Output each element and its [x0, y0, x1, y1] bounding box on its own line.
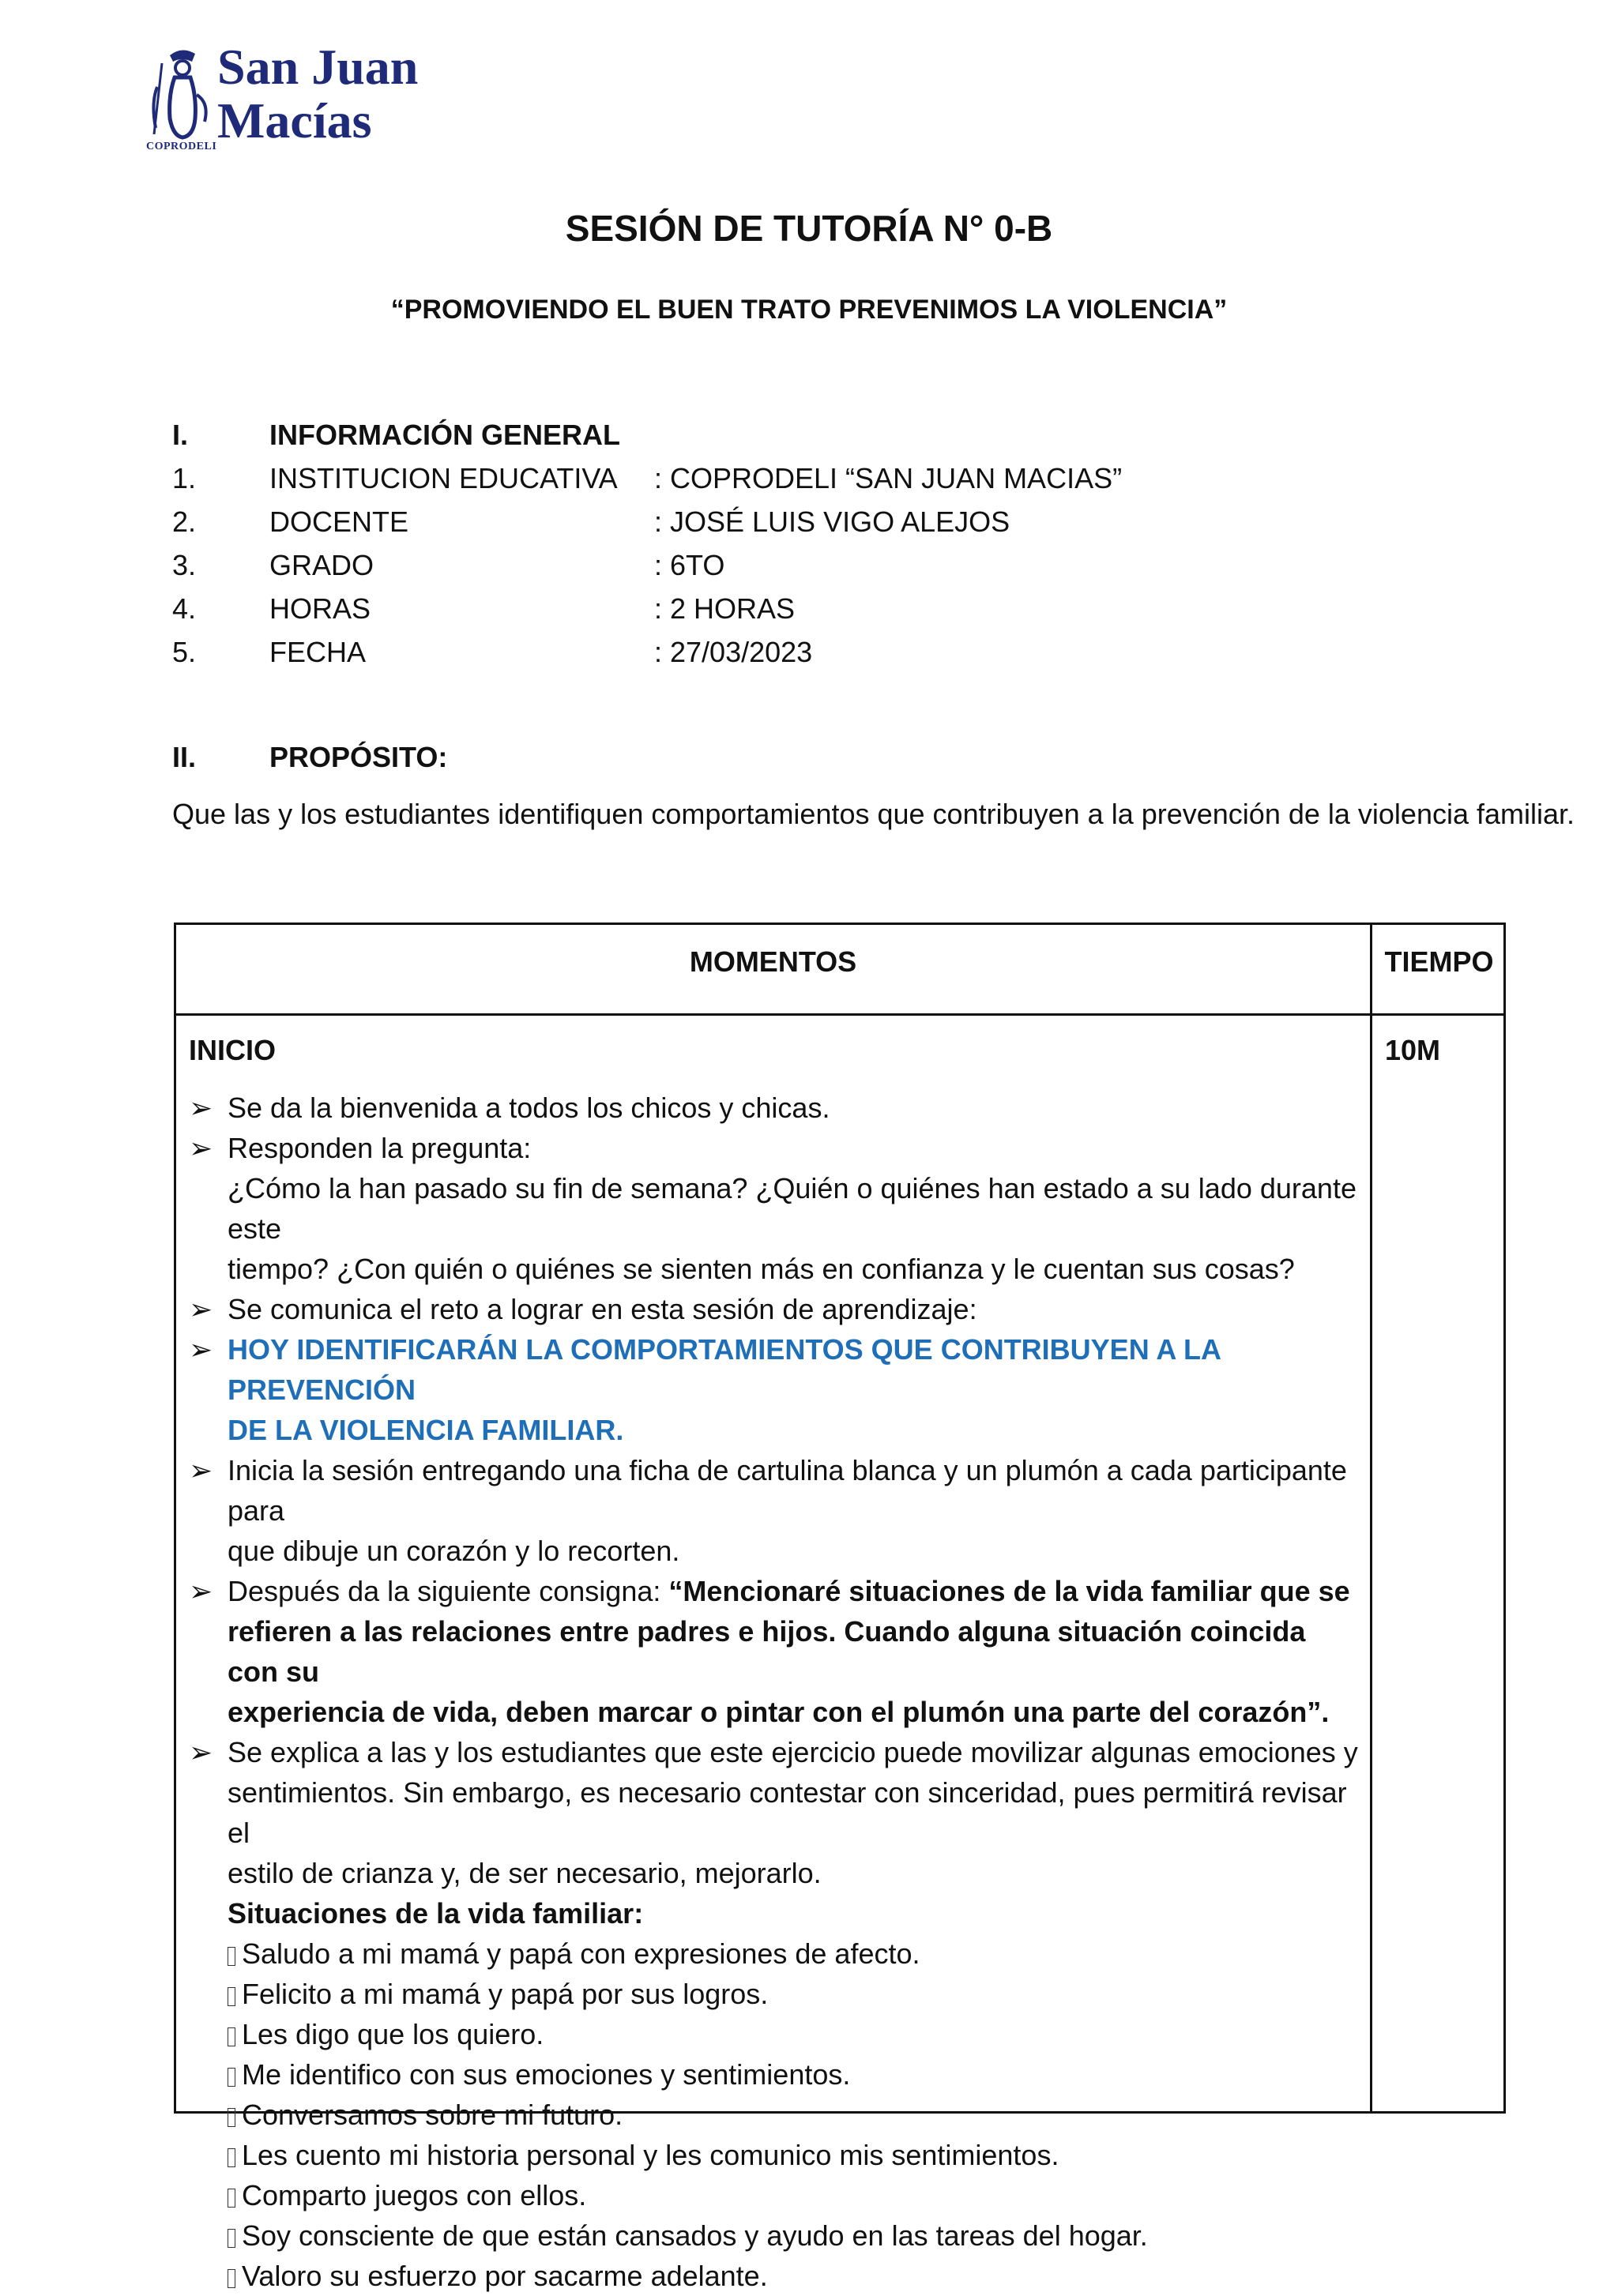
table-column-divider — [1370, 925, 1372, 2111]
moment-inicio: INICIO — [189, 1034, 277, 1066]
situation-item — [189, 2135, 1358, 2175]
info-number: 1. — [172, 462, 197, 494]
list-item — [189, 1329, 1358, 1410]
situation-item — [189, 2256, 1358, 2296]
situation-item — [189, 2215, 1358, 2256]
info-value: : 2 HORAS — [654, 592, 796, 625]
challenge-text-cont: DE LA VIOLENCIA FAMILIAR. — [228, 1414, 624, 1446]
logo-title-line2: Macías — [217, 92, 372, 148]
info-row — [0, 462, 1618, 502]
header-tiempo: TIEMPO — [1384, 945, 1494, 978]
list-item — [189, 1289, 1358, 1329]
info-number: 2. — [172, 505, 197, 538]
situation-item — [189, 2014, 1358, 2054]
list-item — [189, 1088, 1358, 1128]
situation-item — [189, 1933, 1358, 1974]
situation-text: Les cuento mi historia personal y les comunico mis sentimientos. — [242, 2139, 1059, 2171]
situation-text: Saludo a mi mamá y papá con expresiones de afecto. — [242, 1937, 920, 1970]
situation-item — [189, 2095, 1358, 2135]
question-line: tiempo? ¿Con quién o quiénes se sienten más en confianza y le cuentan sus cosas? — [228, 1253, 1295, 1285]
info-label: HORAS — [269, 592, 371, 625]
info-row — [0, 592, 1618, 632]
arrow-bullet-icon: ➢ — [189, 1575, 213, 1607]
section-1-number: I. — [172, 419, 189, 451]
arrow-bullet-icon: ➢ — [189, 1293, 213, 1325]
info-number: 4. — [172, 592, 197, 625]
section-2-title: PROPÓSITO: — [269, 741, 448, 773]
table-header-divider — [176, 1013, 1503, 1016]
logo-caption: COPRODELI — [146, 141, 217, 152]
moment-content — [189, 1088, 1358, 2296]
item-text: Se da la bienvenida a todos los chicos y chicas. — [228, 1092, 830, 1124]
item-text: Después da la siguiente consigna: — [228, 1575, 669, 1607]
item-text: Se explica a las y los estudiantes que este ejercicio puede movilizar algunas emociones y — [228, 1736, 1358, 1768]
page-subtitle: “PROMOVIENDO EL BUEN TRATO PREVENIMOS LA VIOLENCIA” — [390, 295, 1228, 325]
arrow-bullet-icon: ➢ — [189, 1454, 213, 1486]
info-row — [0, 549, 1618, 588]
instruction-text-cont: experiencia de vida, deben marcar o pintar con el plumón una parte del corazón”. — [228, 1696, 1330, 1728]
info-value: : JOSÉ LUIS VIGO ALEJOS — [654, 505, 1010, 538]
info-row — [0, 505, 1618, 545]
info-label: GRADO — [269, 549, 374, 581]
info-label: DOCENTE — [269, 505, 409, 538]
moment-time: 10M — [1385, 1034, 1441, 1066]
saint-figure-icon — [146, 39, 217, 141]
page-title: SESIÓN DE TUTORÍA N° 0-B — [565, 208, 1053, 249]
info-label: INSTITUCION EDUCATIVA — [269, 462, 618, 494]
missing-glyph-icon — [228, 2229, 235, 2248]
missing-glyph-icon — [228, 2148, 235, 2167]
school-logo — [146, 39, 419, 166]
header-momentos: MOMENTOS — [689, 945, 857, 978]
situation-text: Me identifico con sus emociones y sentimientos. — [242, 2058, 851, 2091]
situation-text: Valoro su esfuerzo por sacarme adelante. — [242, 2260, 768, 2292]
item-text-cont: sentimientos. Sin embargo, es necesario contestar con sinceridad, pues permitirá revisar el — [228, 1776, 1347, 1849]
situation-text: Comparto juegos con ellos. — [242, 2179, 587, 2211]
item-text: Inicia la sesión entregando una ficha de cartulina blanca y un plumón a cada participante para — [228, 1454, 1347, 1527]
item-text: Se comunica el reto a lograr en esta sesión de aprendizaje: — [228, 1293, 977, 1325]
situation-item — [189, 2054, 1358, 2095]
section-2-number: II. — [172, 741, 197, 773]
situation-text: Les digo que los quiero. — [242, 2018, 544, 2050]
missing-glyph-icon — [228, 2189, 235, 2208]
list-item — [189, 1732, 1358, 1772]
missing-glyph-icon — [228, 2269, 235, 2288]
arrow-bullet-icon: ➢ — [189, 1132, 213, 1164]
item-text-cont: que dibuje un corazón y lo recorten. — [228, 1535, 680, 1567]
item-text: Responden la pregunta: — [228, 1132, 532, 1164]
instruction-text: “Mencionaré situaciones de la vida familiar que se — [668, 1575, 1350, 1607]
situations-title: Situaciones de la vida familiar: — [228, 1897, 644, 1930]
info-number: 3. — [172, 549, 197, 581]
missing-glyph-icon — [228, 1947, 235, 1966]
list-item — [189, 1571, 1358, 1611]
info-number: 5. — [172, 636, 197, 668]
info-label: FECHA — [269, 636, 367, 668]
question-line: ¿Cómo la han pasado su fin de semana? ¿Quién o quiénes han estado a su lado durante este — [228, 1172, 1356, 1245]
info-value: : 6TO — [654, 549, 725, 581]
list-item — [189, 1128, 1358, 1168]
challenge-text: HOY IDENTIFICARÁN LA COMPORTAMIENTOS QUE CONTRIBUYEN A LA PREVENCIÓN — [228, 1333, 1221, 1406]
instruction-text-cont: refieren a las relaciones entre padres e hijos. Cuando alguna situación coincida con su — [228, 1615, 1306, 1688]
list-item — [189, 1450, 1358, 1531]
situation-text: Soy consciente de que están cansados y ayudo en las tareas del hogar. — [242, 2219, 1148, 2252]
missing-glyph-icon — [228, 2068, 235, 2087]
arrow-bullet-icon: ➢ — [189, 1736, 213, 1768]
situation-text: Conversamos sobre mi futuro. — [242, 2099, 623, 2131]
situation-text: Felicito a mi mamá y papá por sus logros. — [242, 1978, 769, 2010]
missing-glyph-icon — [228, 1987, 235, 2006]
info-row — [0, 636, 1618, 675]
situation-item — [189, 2175, 1358, 2215]
situation-item — [189, 1974, 1358, 2014]
logo-title-line1: San Juan — [217, 39, 419, 95]
purpose-text: Que las y los estudiantes identifiquen comportamientos que contribuyen a la prevención de la violencia familiar. — [172, 798, 1575, 830]
arrow-bullet-icon: ➢ — [189, 1333, 213, 1366]
missing-glyph-icon — [228, 2027, 235, 2046]
info-value: : COPRODELI “SAN JUAN MACIAS” — [654, 462, 1123, 494]
missing-glyph-icon — [228, 2108, 235, 2127]
moments-table — [174, 923, 1506, 2292]
info-value: : 27/03/2023 — [654, 636, 813, 668]
section-1-title: INFORMACIÓN GENERAL — [269, 419, 620, 451]
item-text-cont: estilo de crianza y, de ser necesario, mejorarlo. — [228, 1857, 822, 1889]
arrow-bullet-icon: ➢ — [189, 1092, 213, 1124]
